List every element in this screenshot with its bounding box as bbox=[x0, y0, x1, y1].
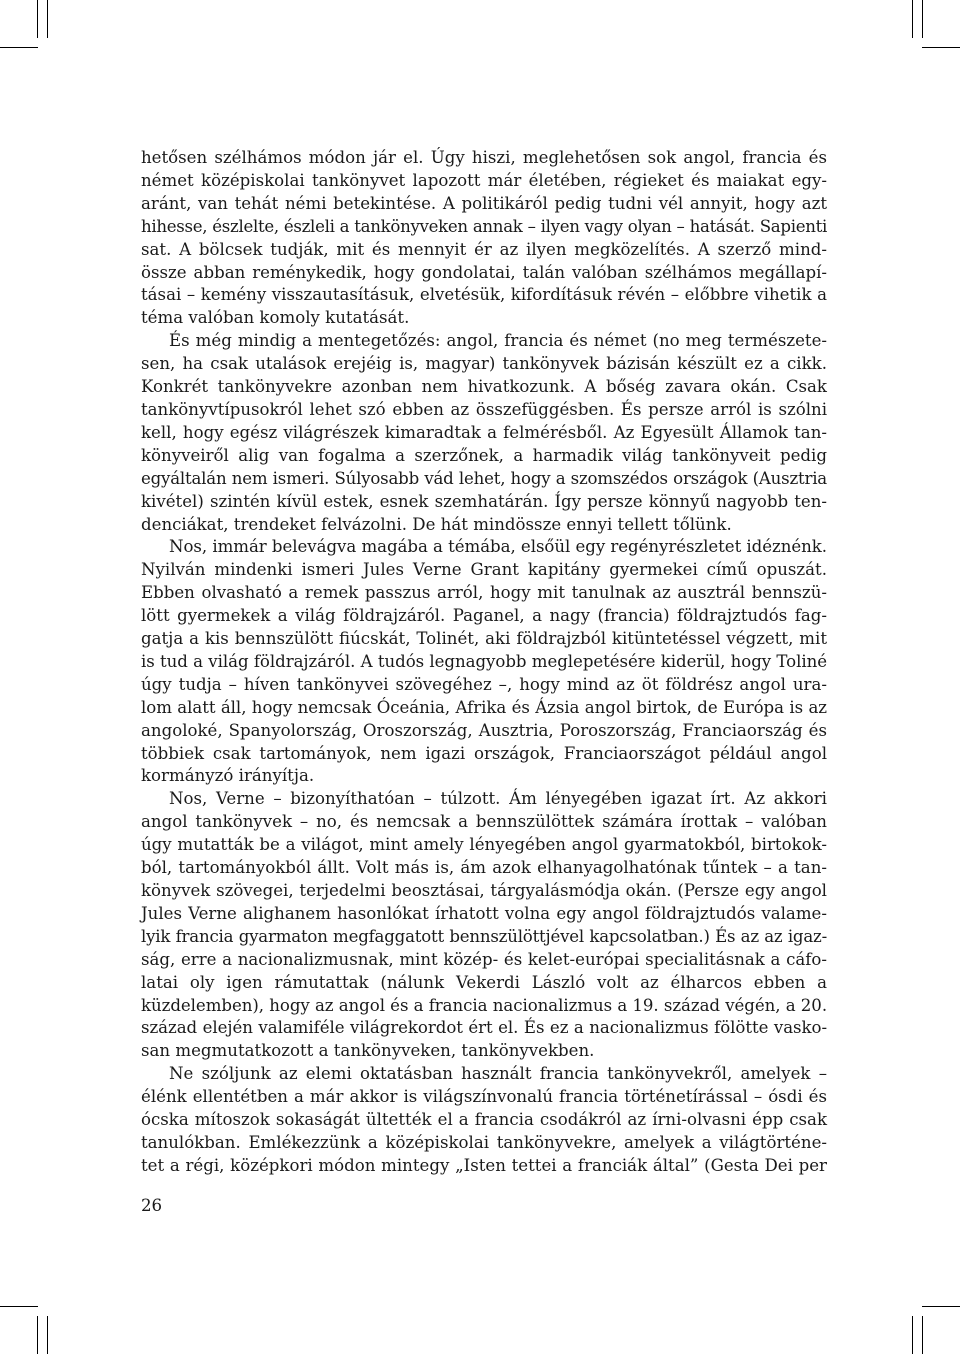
text-line: ócska mítoszok sokaságát ültették el a francia csodákról az írni-olvasni épp csak bbox=[141, 1110, 827, 1130]
text-line: téma valóban komoly kutatását. bbox=[141, 308, 410, 328]
text-line: Ebben olvasható a remek passzus arról, hogy mit tanulnak az ausztrál bennszü- bbox=[141, 583, 827, 603]
text-line: könyvek szövegei, terjedelmi beosztásai, tárgyalásmódja okán. (Persze egy angol bbox=[141, 881, 827, 900]
text-line: Ne szóljunk az elemi oktatásban használt francia tankönyvekről, amelyek – bbox=[169, 1064, 827, 1084]
text-line: ság, erre a nacionalizmusnak, mint közép- és kelet-európai specialitásnak a cáfo- bbox=[141, 949, 827, 969]
paragraph bbox=[141, 330, 827, 536]
text-line: angol tankönyvek – no, és nemcsak a bennszülöttek számára írottak – valóban bbox=[141, 812, 827, 832]
text-line: angoloké, Spanyolország, Oroszország, Ausztria, Poroszország, Franciaország és bbox=[141, 720, 827, 740]
text-line: német középiskolai tankönyvet lapozott már életében, régieket és maiakat egy- bbox=[141, 170, 827, 190]
text-line: Nos, Verne – bizonyíthatóan – túlzott. Ám lényegében igazat írt. Az akkori bbox=[169, 789, 827, 809]
text-line: kivétel) szintén kívül estek, esnek szemhatárán. Így persze könnyű nagyobb ten- bbox=[141, 491, 827, 511]
text-line: ból, tartományokból állt. Volt más is, ám azok elhanyagolhatónak tűntek – a tan- bbox=[141, 858, 827, 878]
text-line: san megmutatkozott a tankönyveken, tankönyvekben. bbox=[141, 1041, 595, 1061]
text-line: többiek csak tartományok, nem igazi országok, Franciaországot például angol bbox=[141, 743, 827, 763]
text-line: kell, hogy egész világrészek kimaradtak a felmérésből. Az Egyesült Államok tan- bbox=[141, 422, 827, 442]
text-line: Jules Verne alighanem hasonlókat írhatott volna egy angol földrajztudós valame- bbox=[141, 903, 827, 923]
text-line: könyveiről alig van fogalma a szerzőnek, a harmadik világ tankönyveit pedig bbox=[141, 445, 827, 465]
text-line: hetősen szélhámos módon jár el. Úgy hiszi, meglehetősen sok angol, francia és bbox=[141, 148, 827, 167]
text-line: kormányzó irányítja. bbox=[141, 766, 315, 786]
text-line: élénk ellentétben a már akkor is világszínvonalú francia történetírással – ósdi és bbox=[141, 1087, 827, 1107]
text-line: század elején valamiféle világrekordot ért el. És ez a nacionalizmus fölötte vasko- bbox=[141, 1018, 827, 1038]
page-number: 26 bbox=[141, 1196, 163, 1215]
text-line: küzdelemben), hogy az angol és a francia nacionalizmus a 19. század végén, a 20. bbox=[141, 995, 828, 1015]
text-line: egyáltalán nem ismeri. Súlyosabb vád lehet, hogy a szomszédos országok (Ausztria bbox=[141, 468, 827, 488]
paragraph bbox=[141, 147, 827, 330]
text-line: aránt, van tehát némi betekintése. A politikáról pedig tudni vél annyit, hogy azt bbox=[141, 193, 827, 213]
text-line: Konkrét tankönyvekre azonban nem hivatkozunk. A bőség zavara okán. Csak bbox=[141, 377, 827, 397]
text-line: latai oly igen rámutattak (nálunk Vekerdi László volt az élharcos ebben a bbox=[141, 972, 827, 992]
text-line: Nyilván mindenki ismeri Jules Verne Grant kapitány gyermekei című opuszát. bbox=[141, 560, 827, 580]
text-line: denciákat, trendeket felvázolni. De hát mindössze ennyi tellett tőlünk. bbox=[141, 514, 732, 534]
text-line: is tud a világ földrajzáról. A tudós legnagyobb meglepetésére kiderül, hogy Toliné bbox=[141, 651, 827, 671]
text-line: És még mindig a mentegetőzés: angol, francia és német (no meg természete- bbox=[169, 331, 827, 351]
text-line: lom alatt áll, hogy nemcsak Óceánia, Afrika és Ázsia angol birtok, de Európa is az bbox=[141, 697, 827, 717]
paragraph bbox=[141, 536, 827, 788]
text-line: úgy mutatták be a világot, mint amely lényegében angol gyarmatokból, birtokok- bbox=[141, 835, 827, 855]
text-line: Nos, immár belevágva magába a témába, elsőül egy regényrészletet idéznénk. bbox=[169, 537, 827, 557]
text-line: össze abban reménykedik, hogy gondolatai, talán valóban szélhámos megállapí- bbox=[141, 262, 827, 282]
text-line: lött gyermekek a világ földrajzáról. Paganel, a nagy (francia) földrajztudós fag- bbox=[141, 606, 827, 626]
text-line: tanulókban. Emlékezzünk a középiskolai tankönyvekre, amelyek a világtörténe- bbox=[141, 1132, 827, 1152]
paragraph bbox=[141, 1063, 827, 1178]
text-line: sen, ha csak utalások erejéig is, magyar) tankönyvek bázisán készült ez a cikk. bbox=[141, 354, 827, 374]
text-line: gatja a kis bennszülött fiúcskát, Tolinét, aki földrajzból kitüntetéssel végzett, mit bbox=[141, 629, 827, 649]
text-line: hihesse, észlelte, észleli a tankönyveken annak – ilyen vagy olyan – hatását. Sapienti bbox=[141, 216, 827, 236]
text-line: tet a régi, középkori módon mintegy „Isten tettei a franciák által” (Gesta Dei per bbox=[141, 1155, 827, 1175]
text-line: sat. A bölcsek tudják, mit és mennyit ér az ilyen megközelítés. A szerző mind- bbox=[141, 239, 827, 259]
text-line: lyik francia gyarmaton megfaggatott bennszülöttjével kapcsolatban.) És az az igaz- bbox=[141, 926, 827, 946]
body-text bbox=[141, 147, 827, 1178]
paragraph bbox=[141, 788, 827, 1063]
text-line: tásai – kemény visszautasításuk, elvetésük, kifordításuk révén – előbbre vihetik a bbox=[141, 285, 827, 305]
text-line: úgy tudja – híven tankönyvei szövegéhez –, hogy mind az öt földrész angol ura- bbox=[141, 674, 827, 694]
text-line: tankönyvtípusokról lehet szó ebben az összefüggésben. És persze arról is szólni bbox=[141, 399, 827, 419]
